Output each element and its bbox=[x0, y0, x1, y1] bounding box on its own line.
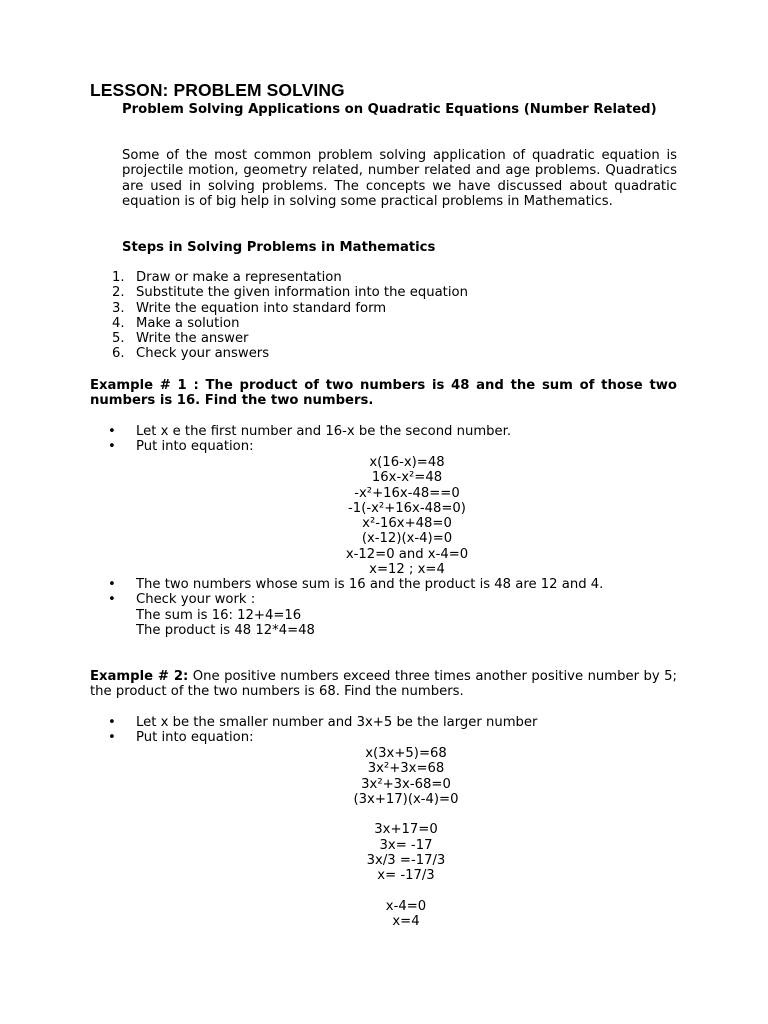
equation-line: 3x²+3x=68 bbox=[367, 761, 445, 777]
equation-line: -x²+16x-48==0 bbox=[354, 485, 460, 501]
steps-heading: Steps in Solving Problems in Mathematics bbox=[122, 240, 436, 255]
example1-heading: Example # 1 : The product of two numbers is 48 and the sum of those two numbers is 16. Find the two numbers. bbox=[90, 378, 677, 409]
list-item: • Put into equation: bbox=[108, 439, 254, 455]
equation-line: (3x+17)(x-4)=0 bbox=[353, 791, 459, 807]
equation-line: 3x²+3x-68=0 bbox=[361, 776, 451, 792]
equation-line: 3x= -17 bbox=[379, 837, 433, 853]
example1-equations bbox=[90, 455, 724, 577]
example1-bullets-bottom bbox=[108, 577, 678, 638]
lesson-subtitle: Problem Solving Applications on Quadratic Equations (Number Related) bbox=[122, 102, 657, 117]
steps-list bbox=[112, 270, 468, 362]
step-item: 1. Draw or make a representation bbox=[112, 270, 342, 285]
check-sum: The sum is 16: 12+4=16 bbox=[136, 607, 302, 623]
equation-line: 16x-x²=48 bbox=[371, 470, 443, 486]
lesson-title: LESSON: PROBLEM SOLVING bbox=[90, 80, 345, 100]
equation-line: 3x/3 =-17/3 bbox=[366, 853, 446, 869]
example2-heading bbox=[90, 669, 677, 700]
step-item: 3. Write the equation into standard form bbox=[112, 300, 387, 316]
equation-line: (x-12)(x-4)=0 bbox=[361, 531, 453, 547]
step-item: 5. Write the answer bbox=[112, 331, 249, 347]
example2-bullets bbox=[108, 715, 678, 746]
step-item: 6. Check your answers bbox=[112, 346, 270, 362]
example2-text: One positive numbers exceed three times another positive number by 5; the product of the two numbers is 68. Find the numbers. bbox=[90, 669, 677, 700]
step-item: 2. Substitute the given information into the equation bbox=[112, 285, 468, 301]
equation-line: x-12=0 and x-4=0 bbox=[345, 546, 469, 562]
example1-bullets-top bbox=[108, 424, 678, 455]
equation-line: -1(-x²+16x-48=0) bbox=[348, 500, 466, 516]
example2-equations bbox=[90, 746, 722, 930]
equation-line: x(3x+5)=68 bbox=[365, 746, 447, 761]
equation-line: x(16-x)=48 bbox=[369, 455, 445, 470]
equation-line: x-4=0 bbox=[385, 898, 427, 914]
equation-line: x²-16x+48=0 bbox=[362, 516, 452, 532]
equation-line: x= -17/3 bbox=[377, 868, 435, 884]
list-item: • Let x be the smaller number and 3x+5 be the larger number bbox=[108, 715, 538, 730]
list-item: • Let x e the first number and 16-x be the second number. bbox=[108, 424, 512, 439]
list-item: • Check your work : The sum is 16: 12+4=16 The product is 48 12*4=48 bbox=[108, 592, 678, 638]
step-item: 4. Make a solution bbox=[112, 315, 240, 331]
intro-paragraph: Some of the most common problem solving application of quadratic equation is projectile motion, geometry related, number related and age problems. Quadratics are used in solving problems. The concepts we have discussed about quadratic equation is of big help in solving some practical problems in Mathematics. bbox=[122, 148, 677, 209]
example2-label: Example # 2: bbox=[90, 669, 189, 684]
check-product: The product is 48 12*4=48 bbox=[136, 622, 315, 638]
equation-line: 3x+17=0 bbox=[374, 822, 438, 838]
list-item: • The two numbers whose sum is 16 and the product is 48 are 12 and 4. bbox=[108, 577, 604, 592]
equation-line: x=4 bbox=[392, 914, 420, 930]
equation-line: x=12 ; x=4 bbox=[369, 562, 445, 578]
list-item: • Put into equation: bbox=[108, 730, 254, 746]
